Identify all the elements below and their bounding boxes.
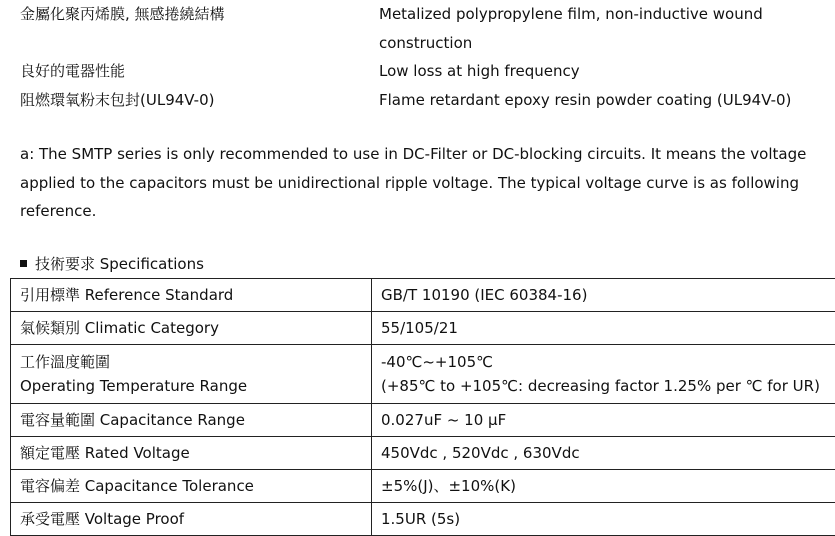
spec-value: 0.027uF ~ 10 µF (372, 404, 835, 437)
spec-value-line: -40℃~+105℃ (381, 353, 493, 371)
spec-value: 450Vdc , 520Vdc , 630Vdc (372, 437, 835, 470)
spec-table (10, 278, 835, 536)
table-row (11, 470, 835, 503)
spec-param: 承受電壓 Voltage Proof (11, 503, 372, 536)
spec-value (372, 345, 835, 404)
feature-en: Metalized polypropylene film, non-inductive wound construction (379, 5, 763, 52)
spec-heading-text: 技術要求 Specifications (35, 255, 204, 273)
spec-param: 電容偏差 Capacitance Tolerance (11, 470, 372, 503)
feature-row (20, 57, 820, 86)
features-list (20, 0, 820, 114)
spec-value: 55/105/21 (372, 312, 835, 345)
table-row (11, 437, 835, 470)
spec-param: 引用標準 Reference Standard (11, 279, 372, 312)
feature-en: Flame retardant epoxy resin powder coating (UL94V-0) (379, 90, 792, 109)
spec-param: 電容量範圍 Capacitance Range (11, 404, 372, 437)
table-row (11, 503, 835, 536)
square-bullet-icon (20, 260, 27, 267)
feature-zh: 金屬化聚丙烯膜, 無感捲繞結構 (20, 5, 225, 23)
usage-note: a: The SMTP series is only recommended to use in DC-Filter or DC-blocking circuits. It means the voltage applied to the capacitors must be unidirectional ripple voltage. The typical voltage curve is as following reference. (20, 145, 807, 220)
table-row (11, 312, 835, 345)
spec-param: 額定電壓 Rated Voltage (11, 437, 372, 470)
feature-en: Low loss at high frequency (379, 62, 580, 80)
feature-row (20, 86, 820, 115)
spec-heading (20, 253, 204, 275)
table-row (11, 345, 835, 404)
feature-row (20, 0, 820, 57)
spec-param-zh: 工作溫度範圍 (20, 353, 111, 371)
feature-zh: 良好的電器性能 (20, 62, 126, 80)
spec-param: 氣候類別 Climatic Category (11, 312, 372, 345)
spec-value: GB/T 10190 (IEC 60384-16) (372, 279, 835, 312)
feature-zh: 阻燃環氧粉末包封(UL94V-0) (20, 90, 215, 109)
table-row (11, 404, 835, 437)
spec-param-en: Operating Temperature Range (20, 377, 248, 395)
spec-param (11, 345, 372, 404)
spec-value: 1.5UR (5s) (372, 503, 835, 536)
table-row (11, 279, 835, 312)
spec-value: ±5%(J)、±10%(K) (372, 470, 835, 503)
spec-value-line: (+85℃ to +105℃: decreasing factor 1.25% per ℃ for UR) (381, 377, 820, 395)
